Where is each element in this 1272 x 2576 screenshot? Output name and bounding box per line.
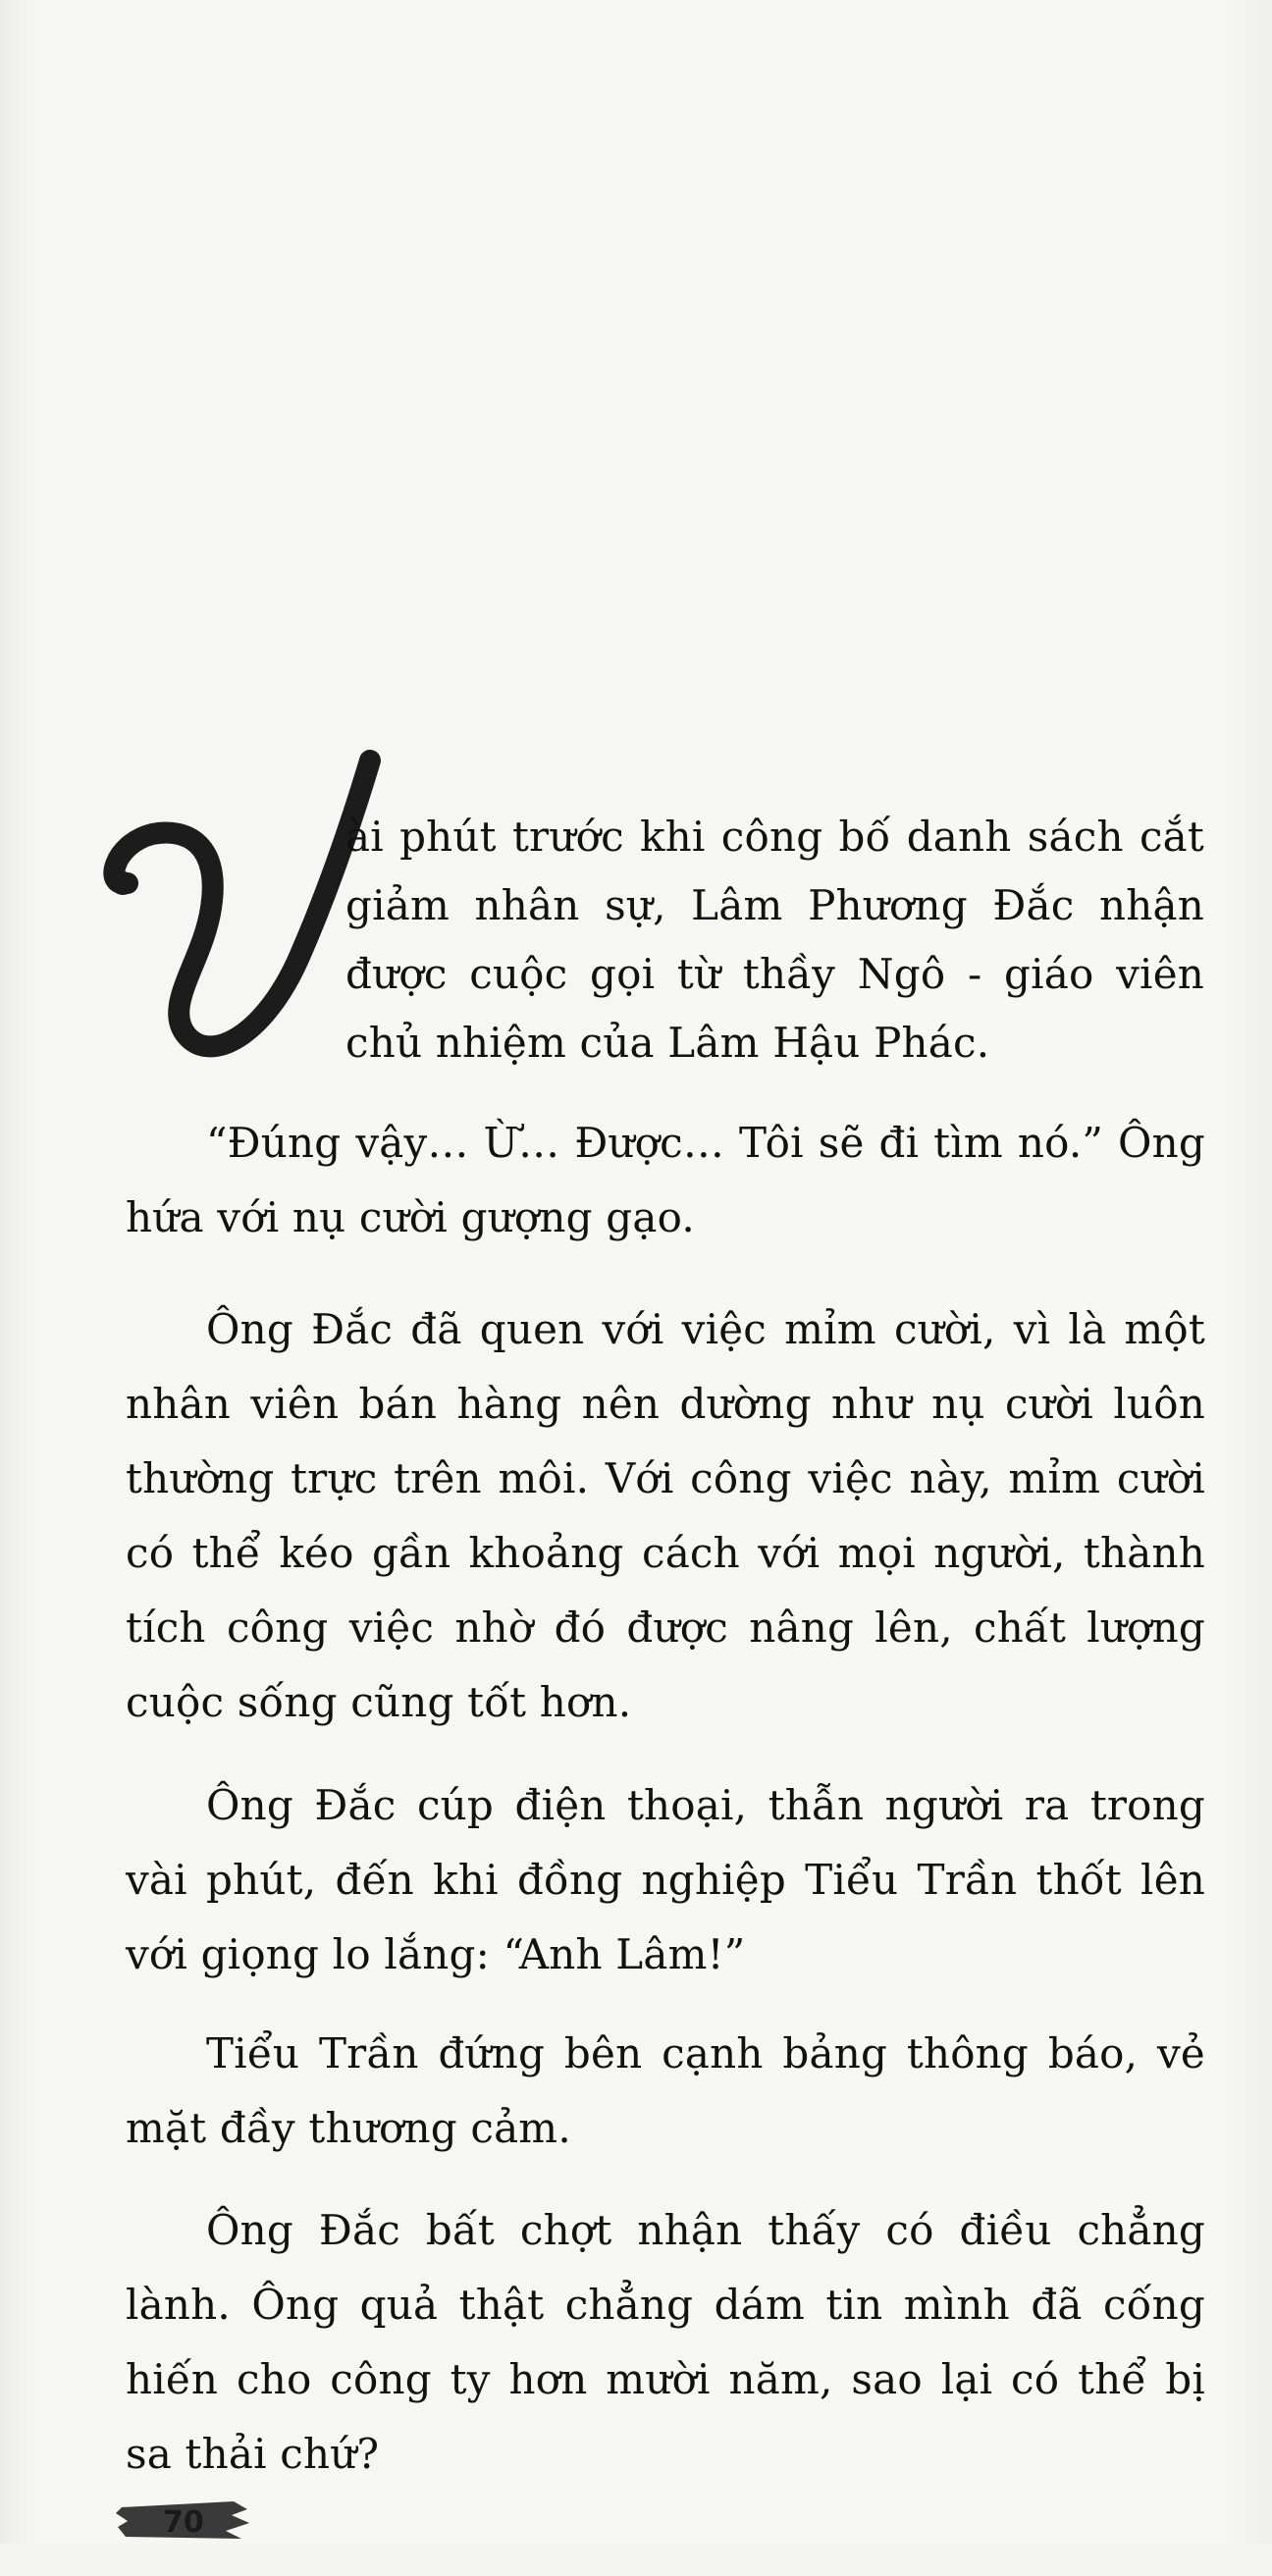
paragraph-2: “Đúng vậy… Ừ… Được… Tôi sẽ đi tìm nó.” Ông hứa với nụ cười gượng gạo. <box>126 1119 1205 1241</box>
page-number: 70 <box>163 2505 204 2540</box>
paragraph-3: Ông Đắc đã quen với việc mỉm cười, vì là một nhân viên bán hàng nên dường như nụ cười luôn thường trực trên môi. Với công việc này, mỉm cười có thể kéo gần khoảng cách với mọi người, thành tích công việc nhờ đó được nâng lên, chất lượng cuộc sống cũng tốt hơn. <box>126 1305 1205 1726</box>
page-number-badge <box>116 2497 253 2576</box>
paragraph-1: ài phút trước khi công bố danh sách cắt giảm nhân sự, Lâm Phương Đắc nhận được cuộc gọi từ thầy Ngô - giáo viên chủ nhiệm của Lâm Hậu Phác. <box>345 813 1204 1067</box>
paragraph-5: Tiểu Trần đứng bên cạnh bảng thông báo, vẻ mặt đầy thương cảm. <box>126 2029 1205 2152</box>
paragraph-4: Ông Đắc cúp điện thoại, thẫn người ra trong vài phút, đến khi đồng nghiệp Tiểu Trần thốt lên với giọng lo lắng: “Anh Lâm!” <box>126 1781 1205 1978</box>
paragraph-6: Ông Đắc bất chợt nhận thấy có điều chẳng lành. Ông quả thật chẳng dám tin mình đã cống hiến cho công ty hơn mười năm, sao lại có thể bị sa thải chứ? <box>126 2206 1205 2478</box>
